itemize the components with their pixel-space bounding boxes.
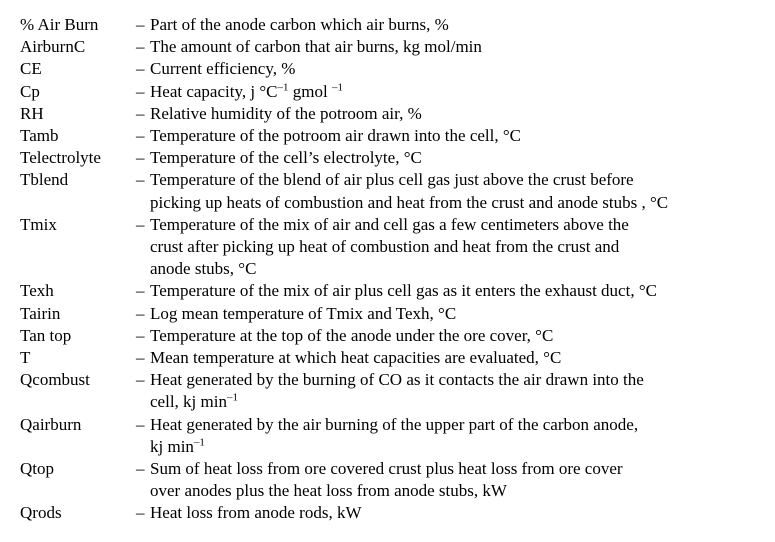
definition-text: The amount of carbon that air burns, kg mol/min — [150, 37, 482, 57]
definition-text: Relative humidity of the potroom air, % — [150, 103, 422, 123]
definition-text: Temperature of the potroom air drawn into the cell, °C — [150, 126, 521, 146]
definition-text: over anodes plus the heat loss from anode stubs, kW — [150, 481, 507, 501]
nomenclature-row — [20, 81, 760, 103]
definition-text: Log mean temperature of Tmix and Texh, °C — [150, 303, 457, 323]
definition-line — [150, 236, 760, 258]
nomenclature-row — [20, 58, 760, 80]
definition-line — [150, 36, 760, 58]
definition-text: Heat generated by the burning of CO as it contacts the air drawn into the — [150, 370, 644, 390]
term-dash: – — [136, 148, 145, 168]
term-symbol: Qcombust — [20, 370, 90, 390]
unit-exponent: –1 — [277, 80, 289, 93]
term-dash: – — [136, 37, 145, 57]
term-symbol: AirburnC — [20, 37, 86, 57]
term-symbol: Tan top — [20, 325, 72, 345]
term-definition — [150, 147, 760, 169]
definition-text: kj min — [150, 436, 194, 456]
term-symbol: CE — [20, 59, 42, 79]
definition-line — [150, 458, 760, 480]
definition-text: Sum of heat loss from ore covered crust plus heat loss from ore cover — [150, 459, 623, 479]
definition-line — [150, 81, 760, 103]
nomenclature-row — [20, 414, 760, 458]
term-definition — [150, 125, 760, 147]
term-symbol: % Air Burn — [20, 15, 99, 34]
definition-line — [150, 436, 760, 458]
nomenclature-row — [20, 325, 760, 347]
definition-line — [150, 414, 760, 436]
definition-line — [150, 502, 760, 524]
definition-line — [150, 303, 760, 325]
definition-text: Heat capacity, j °C — [150, 81, 278, 101]
definition-line — [150, 391, 760, 413]
term-definition — [150, 458, 760, 502]
nomenclature-row — [20, 280, 760, 302]
definition-text: Temperature at the top of the anode under the ore cover, °C — [150, 325, 554, 345]
unit-exponent: –1 — [226, 391, 238, 404]
nomenclature-row — [20, 347, 760, 369]
term-dash: – — [136, 103, 145, 123]
term-dash: – — [136, 459, 145, 479]
term-dash: – — [136, 325, 145, 345]
definition-line — [150, 258, 760, 280]
unit-exponent: –1 — [331, 80, 343, 93]
term-dash: – — [136, 15, 145, 34]
unit-text: gmol — [288, 81, 332, 101]
nomenclature-row — [20, 14, 760, 36]
definition-text: picking up heats of combustion and heat from the crust and anode stubs , °C — [150, 192, 669, 212]
term-symbol: Cp — [20, 81, 40, 101]
term-definition — [150, 103, 760, 125]
definition-line — [150, 169, 760, 191]
definition-text: Temperature of the mix of air and cell gas a few centimeters above the — [150, 214, 629, 234]
term-symbol: Tmix — [20, 214, 57, 234]
term-dash: – — [136, 81, 145, 101]
definition-line — [150, 103, 760, 125]
term-definition — [150, 325, 760, 347]
term-dash: – — [136, 126, 145, 146]
definition-text: crust after picking up heat of combustion and heat from the crust and — [150, 237, 620, 257]
definition-line — [150, 147, 760, 169]
nomenclature-list — [20, 14, 760, 525]
nomenclature-row — [20, 103, 760, 125]
nomenclature-row — [20, 36, 760, 58]
term-symbol: Tblend — [20, 170, 69, 190]
term-definition — [150, 280, 760, 302]
term-definition — [150, 414, 760, 458]
term-symbol: T — [20, 348, 31, 368]
term-dash: – — [136, 281, 145, 301]
nomenclature-row — [20, 169, 760, 213]
definition-text: Current efficiency, % — [150, 59, 296, 79]
term-definition — [150, 14, 760, 36]
term-dash: – — [136, 414, 145, 434]
definition-text: Mean temperature at which heat capacities are evaluated, °C — [150, 348, 562, 368]
term-symbol: Qtop — [20, 459, 54, 479]
term-symbol: RH — [20, 103, 44, 123]
term-symbol: Tairin — [20, 303, 61, 323]
unit-exponent: –1 — [193, 436, 205, 449]
term-definition — [150, 36, 760, 58]
definition-text: Temperature of the blend of air plus cell gas just above the crust before — [150, 170, 634, 190]
definition-line — [150, 347, 760, 369]
term-symbol: Qairburn — [20, 414, 82, 434]
term-dash: – — [136, 59, 145, 79]
definition-line — [150, 125, 760, 147]
definition-text: Heat generated by the air burning of the upper part of the carbon anode, — [150, 414, 639, 434]
nomenclature-row — [20, 125, 760, 147]
definition-text: Temperature of the mix of air plus cell gas as it enters the exhaust duct, °C — [150, 281, 657, 301]
definition-text: anode stubs, °C — [150, 259, 257, 279]
nomenclature-row — [20, 458, 760, 502]
nomenclature-row — [20, 369, 760, 413]
term-symbol: Qrods — [20, 503, 62, 523]
definition-text: Temperature of the cell’s electrolyte, °C — [150, 148, 422, 168]
nomenclature-row — [20, 502, 760, 524]
term-definition — [150, 303, 760, 325]
term-definition — [150, 58, 760, 80]
definition-text: Heat loss from anode rods, kW — [150, 503, 362, 523]
term-definition — [150, 347, 760, 369]
term-symbol: Telectrolyte — [20, 148, 101, 168]
term-dash: – — [136, 370, 145, 390]
term-dash: – — [136, 348, 145, 368]
term-symbol: Tamb — [20, 126, 59, 146]
definition-line — [150, 192, 760, 214]
definition-line — [150, 325, 760, 347]
nomenclature-row — [20, 214, 760, 281]
definition-text: cell, kj min — [150, 392, 227, 412]
definition-line — [150, 58, 760, 80]
term-definition — [150, 214, 760, 281]
definition-line — [150, 214, 760, 236]
nomenclature-row — [20, 147, 760, 169]
definition-line — [150, 14, 760, 36]
definition-line — [150, 369, 760, 391]
term-definition — [150, 169, 760, 213]
term-dash: – — [136, 170, 145, 190]
nomenclature-row — [20, 303, 760, 325]
term-definition — [150, 502, 760, 524]
definition-text: Part of the anode carbon which air burns, % — [150, 15, 449, 34]
definition-line — [150, 280, 760, 302]
term-symbol: Texh — [20, 281, 54, 301]
term-dash: – — [136, 503, 145, 523]
definition-line — [150, 480, 760, 502]
term-definition — [150, 81, 760, 103]
term-dash: – — [136, 303, 145, 323]
term-definition — [150, 369, 760, 413]
term-dash: – — [136, 214, 145, 234]
